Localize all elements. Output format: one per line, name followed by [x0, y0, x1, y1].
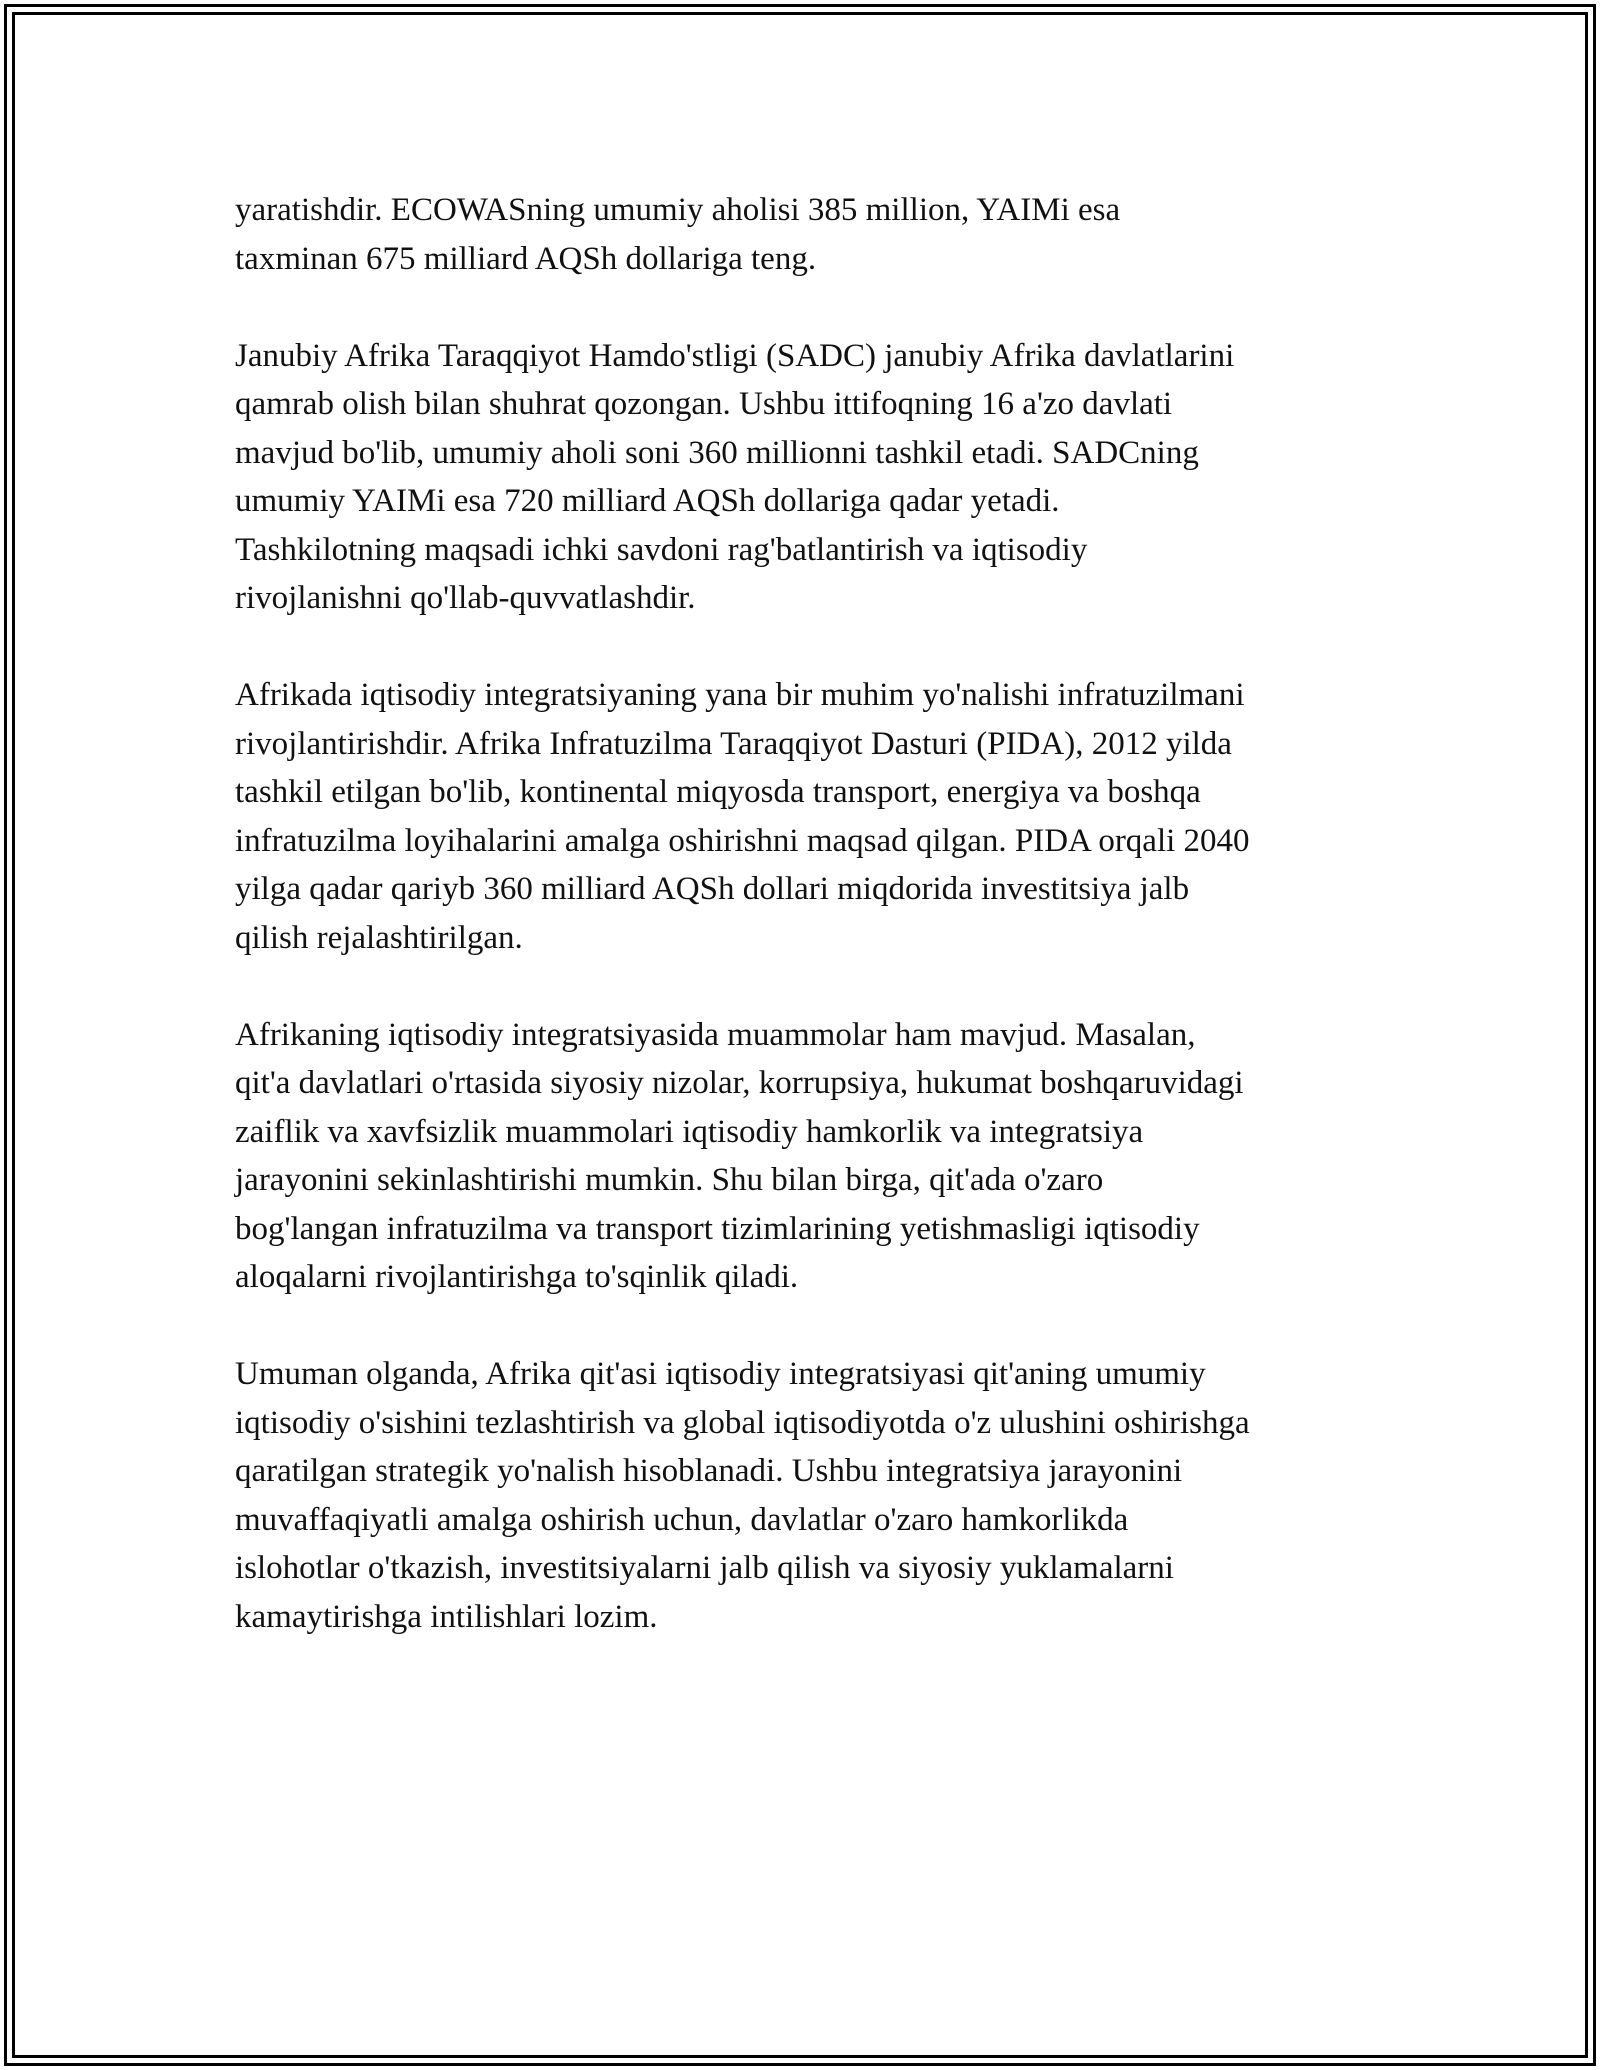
text-line: jarayonini sekinlashtirishi mumkin. Shu bilan birga, qit'ada o'zaro	[235, 1162, 1104, 1198]
text-line: muvaffaqiyatli amalga oshirish uchun, davlatlar o'zaro hamkorlikda	[235, 1501, 1129, 1538]
paragraph-conclusion	[235, 1350, 1385, 1641]
paragraph-ecowas-summary	[235, 186, 1385, 283]
text-line: qilish rejalashtirilgan.	[235, 919, 523, 956]
text-line: bog'langan infratuzilma va transport tizimlarining yetishmasligi iqtisodiy	[235, 1210, 1200, 1247]
text-line: zaiflik va xavfsizlik muammolari iqtisodiy hamkorlik va integratsiya	[235, 1113, 1144, 1150]
text-line: Umuman olganda, Afrika qit'asi iqtisodiy integratsiyasi qit'aning umumiy	[235, 1356, 1206, 1392]
text-line: yaratishdir. ECOWASning umumiy aholisi 385 million, YAIMi esa	[235, 192, 1121, 228]
paragraph-pida	[235, 671, 1385, 962]
paragraph-problems	[235, 1011, 1385, 1302]
paragraph-sadc	[235, 332, 1385, 623]
text-line: umumiy YAIMi esa 720 milliard AQSh dollariga qadar yetadi.	[235, 483, 1060, 519]
text-line: kamaytirishga intilishlari lozim.	[235, 1598, 658, 1635]
text-line: yilga qadar qariyb 360 milliard AQSh dollari miqdorida investitsiya jalb	[235, 871, 1190, 907]
text-line: qit'a davlatlari o'rtasida siyosiy nizolar, korrupsiya, hukumat boshqaruvidagi	[235, 1065, 1244, 1101]
text-line: rivojlantirishdir. Afrika Infratuzilma Taraqqiyot Dasturi (PIDA), 2012 yilda	[235, 725, 1232, 762]
text-line: qaratilgan strategik yo'nalish hisoblanadi. Ushbu integratsiya jarayonini	[235, 1453, 1183, 1489]
text-line: aloqalarni rivojlantirishga to'sqinlik qiladi.	[235, 1259, 799, 1295]
text-line: islohotlar o'tkazish, investitsiyalarni jalb qilish va siyosiy yuklamalarni	[235, 1550, 1174, 1586]
text-line: infratuzilma loyihalarini amalga oshirishni maqsad qilgan. PIDA orqali 2040	[235, 822, 1250, 859]
text-line: rivojlanishni qo'llab-quvvatlashdir.	[235, 580, 696, 616]
text-line: iqtisodiy o'sishini tezlashtirish va global iqtisodiyotda o'z ulushini oshirishga	[235, 1404, 1250, 1441]
text-line: qamrab olish bilan shuhrat qozongan. Ushbu ittifoqning 16 a'zo davlati	[235, 386, 1173, 422]
text-line: Tashkilotning maqsadi ichki savdoni rag'batlantirish va iqtisodiy	[235, 531, 1088, 568]
text-line: taxminan 675 milliard AQSh dollariga teng.	[235, 240, 817, 277]
text-line: mavjud bo'lib, umumiy aholi soni 360 millionni tashkil etadi. SADCning	[235, 434, 1199, 471]
text-line: Janubiy Afrika Taraqqiyot Hamdo'stligi (SADC) janubiy Afrika davlatlarini	[235, 337, 1235, 374]
document-body	[235, 186, 1385, 1690]
text-line: Afrikaning iqtisodiy integratsiyasida muammolar ham mavjud. Masalan,	[235, 1016, 1196, 1053]
text-line: tashkil etilgan bo'lib, kontinental miqyosda transport, energiya va boshqa	[235, 774, 1201, 810]
text-line: Afrikada iqtisodiy integratsiyaning yana bir muhim yo'nalishi infratuzilmani	[235, 677, 1245, 713]
